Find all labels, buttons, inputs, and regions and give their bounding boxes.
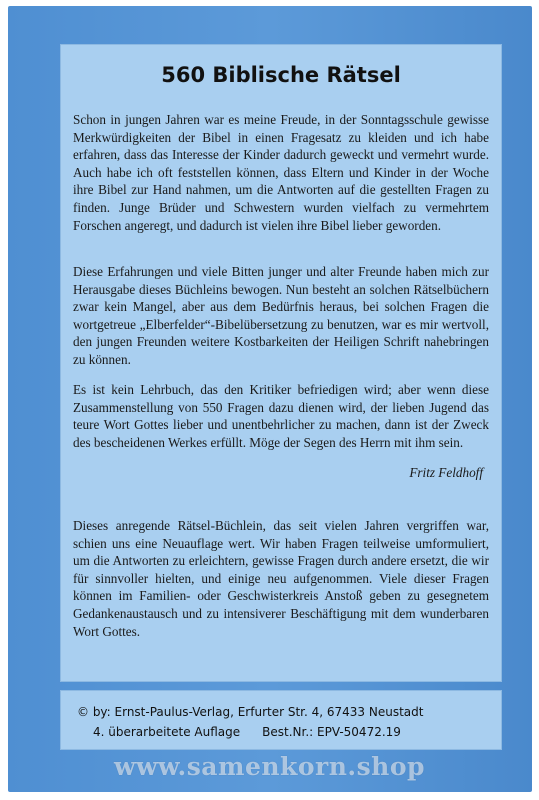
paragraph-1 <box>73 111 489 234</box>
shop-watermark: www.samenkorn.shop <box>113 752 425 781</box>
author-signature: Fritz Feldhoff <box>409 465 483 480</box>
edition-label: 4. überarbeitete Auflage <box>93 725 241 739</box>
copyright-line: © by: Ernst-Paulus-Verlag, Erfurter Str. 4, 67433 Neustadt <box>77 705 424 719</box>
paragraph-4 <box>73 517 489 640</box>
paragraph-1-text: Schon in jungen Jahren war es meine Freude, in der Sonntagsschule gewisse Merkwürdigkeiten der Bibel in einen Fragesatz zu kleiden und ich habe erfahren, dass das Interesse der Kinder dadurch geweckt und vermehrt wurde. Auch habe ich oft feststellen können, dass Eltern und Kinder in der Woche ihre Bibel zur Hand nahmen, um die Antworten auf die gestellten Fragen zu finden. Junge Brüder und Schwestern wurden vielfach zu vermehrtem Forschen angeregt, und dadurch ist vielen ihre Bibel lieber geworden. <box>73 112 489 233</box>
order-number: Best.Nr.: EPV-50472.19 <box>262 725 401 739</box>
edition-line <box>93 725 401 739</box>
paragraph-4-text: Dieses anregende Rätsel-Büchlein, das seit vielen Jahren vergriffen war, schien uns eine Neuauflage wert. Wir haben Fragen teilweise umformuliert, um die Antworten zu erleichtern, gewisse Fragen durch andere ersetzt, die wir für sinnvoller hielten, und einige neu aufgenommen. Viele dieser Fragen können im Familien- oder Geschwisterkreis Anstoß geben zu gesegnetem Gedankenaustausch und zu intensiverer Beschäftigung mit dem wunderbaren Wort Gottes. <box>73 518 489 639</box>
book-title: 560 Biblische Rätsel <box>161 63 401 87</box>
paragraph-3 <box>73 381 489 451</box>
text-panel <box>60 44 502 682</box>
paragraph-3-text: Es ist kein Lehrbuch, das den Kritiker befriedigen wird; aber wenn diese Zusammenstellung von 550 Fragen dazu dienen wird, der lieben Jugend das teure Wort Gottes lieber und unentbehrlicher zu machen, dann ist der Zweck des bescheidenen Werkes erfüllt. Möge der Segen des Herrn mit ihm sein. <box>73 382 489 450</box>
publisher-footer <box>60 690 502 750</box>
paragraph-2 <box>73 263 489 369</box>
paragraph-2-text: Diese Erfahrungen und viele Bitten junger und alter Freunde haben mich zur Herausgabe dieses Büchleins bewogen. Nun besteht an solchen Rätselbüchern zwar kein Mangel, aber aus dem Bedürfnis heraus, bei solchen Fragen die wortgetreue „Elberfelder“-Bibelübersetzung zu benutzen, war es mir wertvoll, den jungen Freunden weitere Kostbarkeiten der Heiligen Schrift nahebringen zu können. <box>73 264 489 367</box>
